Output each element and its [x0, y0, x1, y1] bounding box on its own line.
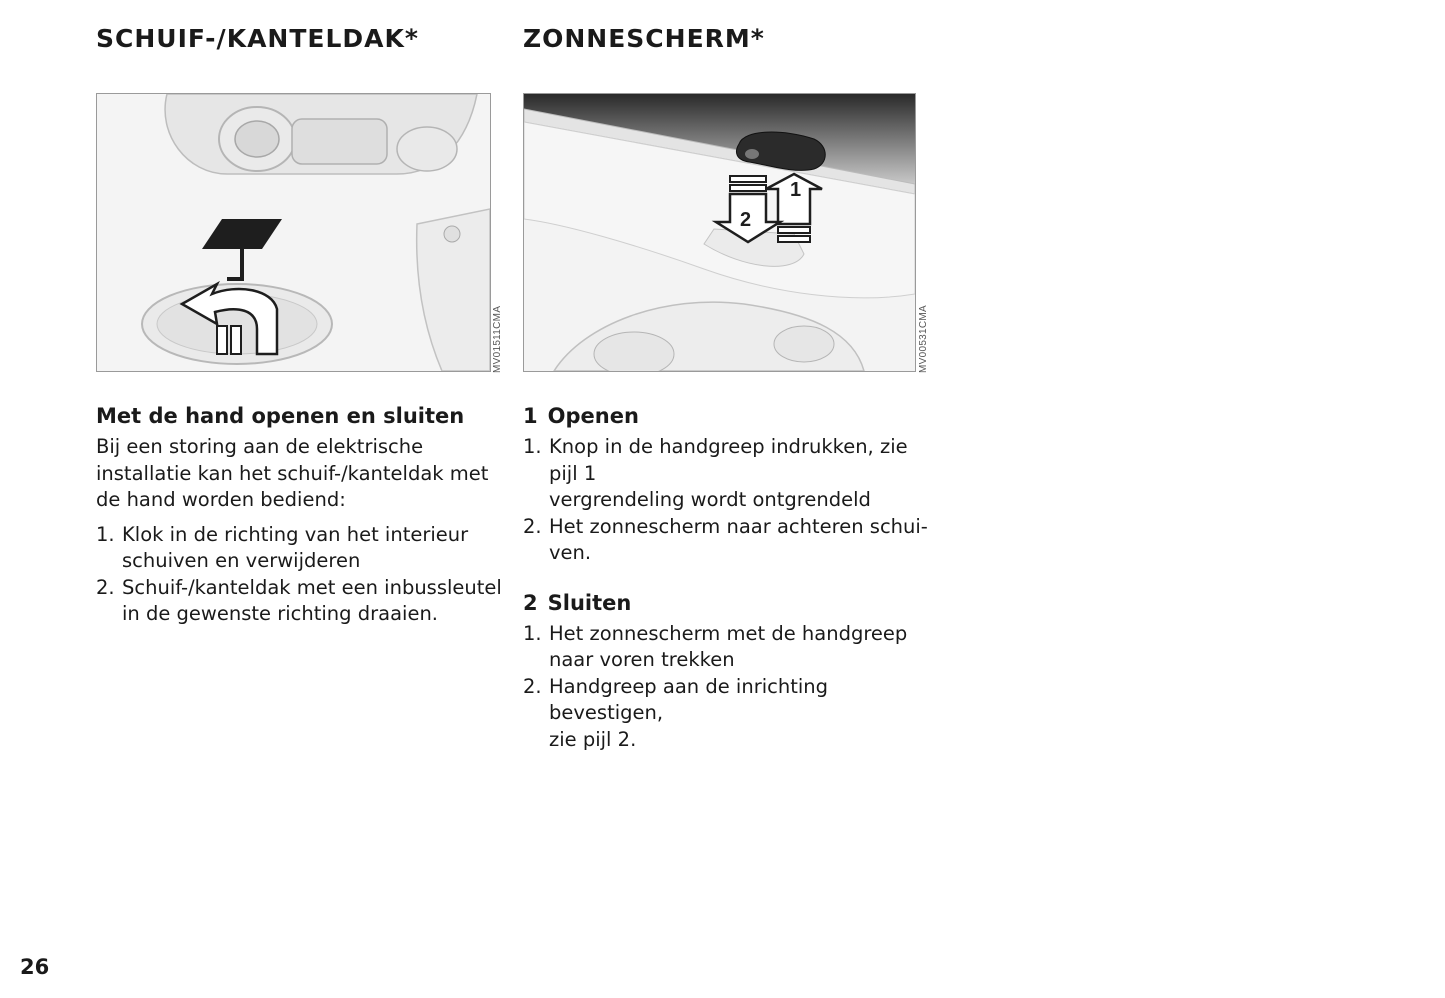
arrow-1-label: 1	[790, 179, 802, 201]
list-item: 1. Het zonnescherm met de handgreep naar voren trekken	[523, 621, 908, 671]
open-step-list	[523, 434, 943, 567]
sunroof-illustration	[96, 93, 491, 372]
subsection-title: Met de hand openen en sluiten	[96, 404, 465, 428]
list-item: 2. Schuif-/kanteldak met een inbussleutel in de gewenste richting draaien.	[96, 575, 502, 625]
list-item: 2. Het zonnescherm naar achteren schui- ven.	[523, 514, 928, 564]
page-number: 26	[20, 955, 50, 979]
figure-code: MV01511CMA	[492, 305, 503, 373]
sunroof-drawing	[97, 94, 490, 371]
open-subheading: 1 Openen	[523, 404, 639, 428]
manual-operation-section	[96, 402, 506, 628]
list-item: 1. Knop in de handgreep indrukken, zie pijl 1 vergrendeling wordt ontgrendeld	[523, 435, 908, 511]
list-item: 2. Handgreep aan de inrichting bevestigen, zie pijl 2.	[523, 674, 829, 751]
list-item: 1. Klok in de richting van het interieur schuiven en verwijderen	[96, 522, 469, 572]
step-list	[96, 522, 506, 628]
sunshade-drawing	[524, 94, 915, 371]
sunshade-instructions	[523, 402, 943, 753]
figure-code: MV00531CMA	[918, 304, 929, 373]
arrow-2-label: 2	[740, 209, 752, 231]
sunshade-illustration	[523, 93, 916, 372]
section-title-sunshade: ZONNESCHERM*	[523, 24, 765, 53]
close-subheading: 2 Sluiten	[523, 590, 632, 615]
intro-paragraph: Bij een storing aan de elektrische installatie kan het schuif-/kanteldak met de hand worden bediend:	[96, 435, 489, 511]
section-title-sunroof: SCHUIF-/KANTELDAK*	[96, 24, 419, 53]
close-step-list	[523, 621, 943, 754]
